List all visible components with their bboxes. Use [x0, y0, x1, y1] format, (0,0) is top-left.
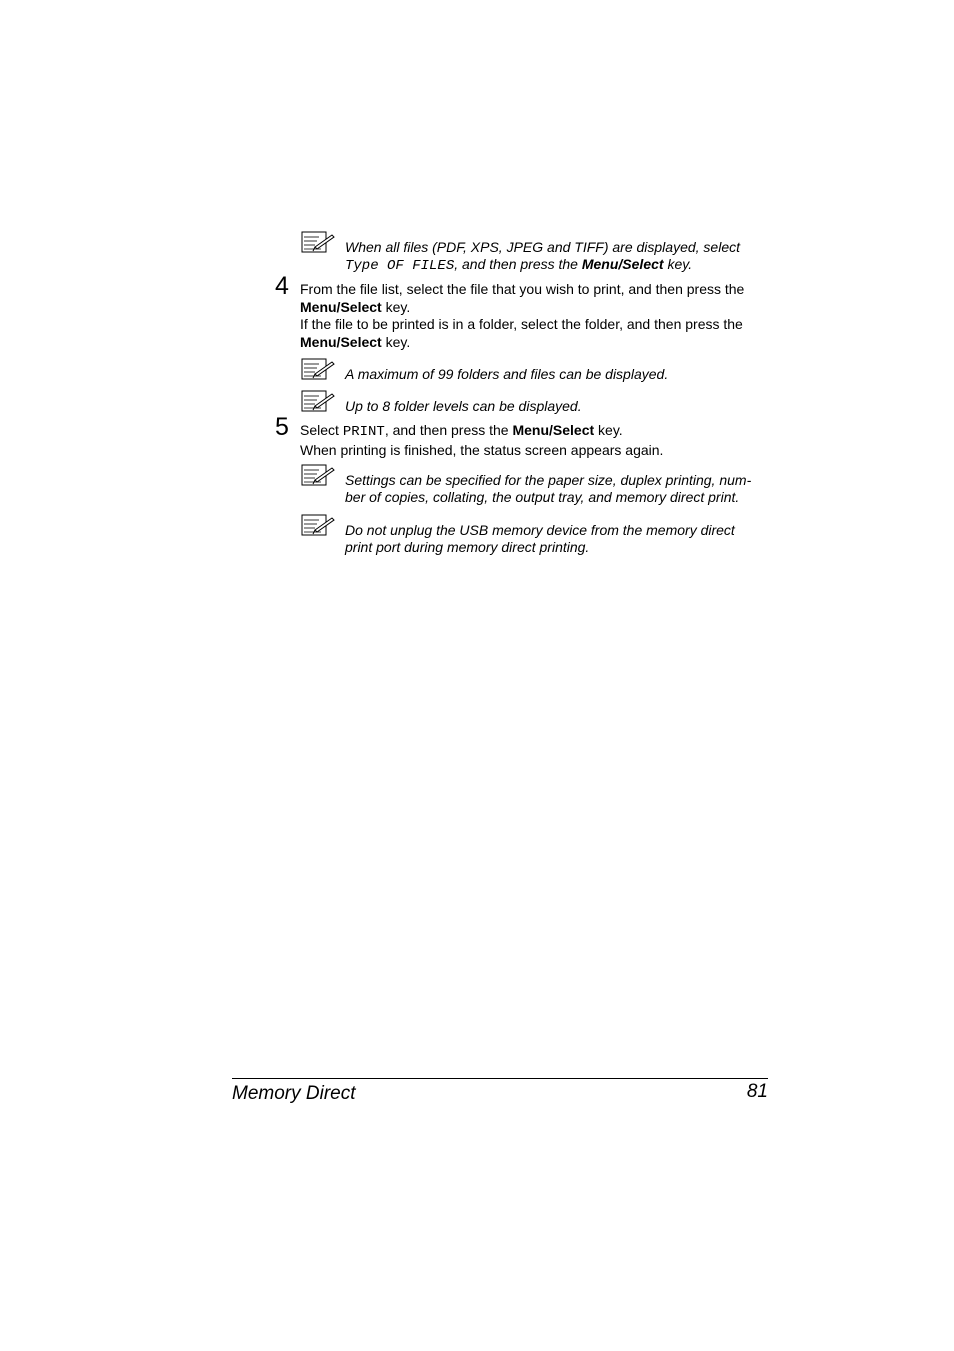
footer-section-title: Memory Direct	[232, 1083, 356, 1104]
step-number: 5	[275, 413, 289, 441]
step-number: 4	[275, 272, 289, 300]
note-do-not-unplug: Do not unplug the USB memory device from the memory direct print port during memory direct printing.	[345, 522, 735, 555]
step-4-text: From the file list, select the file that you wish to print, and then press the Menu/Select key. If the file to be printed is in a folder, select the folder, and then press the Menu/Select key.	[300, 281, 745, 350]
step-5-text: Select PRINT, and then press the Menu/Select key. When printing is finished, the status screen appears again.	[300, 422, 664, 458]
footer-rule	[232, 1078, 768, 1079]
note-icon	[301, 464, 335, 488]
note-icon	[301, 231, 335, 255]
note-settings: Settings can be specified for the paper size, duplex printing, num-ber of copies, collating, the output tray, and memory direct print.	[345, 472, 752, 505]
note-icon	[301, 514, 335, 538]
note-when-all-files: When all files (PDF, XPS, JPEG and TIFF) are displayed, select Type OF FILES, and then press the Menu/Select key.	[345, 239, 741, 274]
note-max-folders: A maximum of 99 folders and files can be displayed.	[345, 366, 669, 382]
note-icon	[301, 390, 335, 414]
page-number: 81	[746, 1081, 768, 1102]
note-folder-levels: Up to 8 folder levels can be displayed.	[345, 398, 582, 414]
note-icon	[301, 358, 335, 382]
